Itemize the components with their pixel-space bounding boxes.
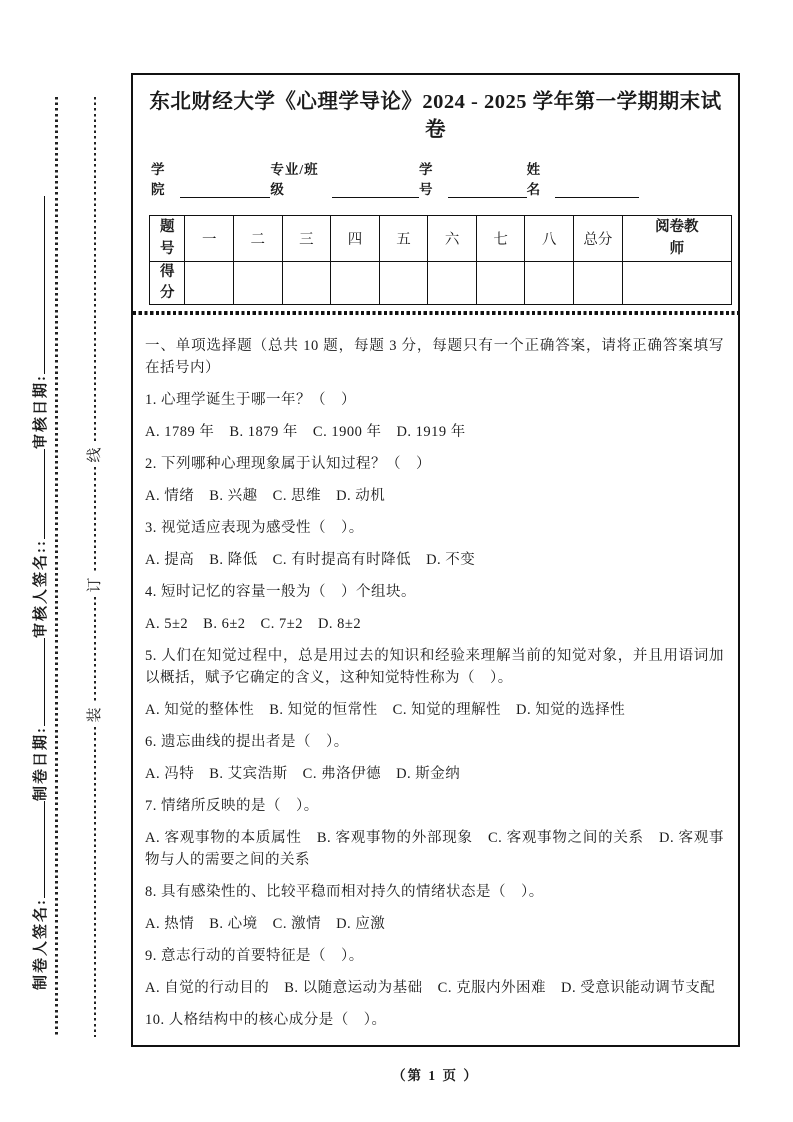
question-text: 3. 视觉适应表现为感受性（ ）。: [145, 520, 364, 537]
binding-dotted-segment: [94, 727, 97, 1037]
major-class-label: 专业/班级: [270, 162, 319, 197]
binding-char-zhuang: 装: [87, 707, 103, 723]
score-cell: [379, 262, 428, 305]
student-id-blank: [448, 182, 527, 198]
score-col-2: 二: [234, 216, 283, 262]
exam-title: 东北财经大学《心理学导论》2024 - 2025 学年第一学期期末试卷: [149, 91, 722, 141]
score-col-3: 三: [282, 216, 331, 262]
college-label: 学院: [151, 162, 166, 197]
question-options: A. 5±2 B. 6±2 C. 7±2 D. 8±2: [145, 616, 362, 633]
score-cell-total: [574, 262, 623, 305]
score-col-7: 七: [476, 216, 525, 262]
binding-dotted-segment: [94, 597, 97, 703]
question-options: A. 提高 B. 降低 C. 有时提高有时降低 D. 不变: [145, 552, 476, 569]
page-number: （第 1 页 ）: [392, 1068, 479, 1083]
question-text: 7. 情绪所反映的是（ ）。: [145, 798, 319, 815]
question-area: [145, 335, 724, 1031]
score-table-header-row: [150, 216, 732, 262]
score-col-1: 一: [185, 216, 234, 262]
question-text: 4. 短时记忆的容量一般为（ ）个组块。: [145, 584, 416, 601]
margin-label-maker-date: 制卷日期:: [33, 726, 49, 801]
binding-dotted-segment: [94, 467, 97, 573]
score-cell: [282, 262, 331, 305]
score-col-8: 八: [525, 216, 574, 262]
score-cell: [428, 262, 477, 305]
score-table-score-row: [150, 262, 732, 305]
exam-sheet: [131, 73, 740, 1047]
binding-char-xian: 线: [87, 447, 103, 463]
binding-char-ding: 订: [87, 577, 103, 593]
name-label: 姓名: [526, 162, 542, 197]
fill-blank: [30, 801, 45, 898]
score-table-corner: 题号: [150, 216, 185, 262]
margin-label-review-date: 审核日期:: [33, 374, 49, 449]
question-options: A. 客观事物的本质属性 B. 客观事物的外部现象 C. 客观事物之间的关系 D. 客观事物与人的需要之间的关系: [145, 830, 724, 869]
question-options: A. 知觉的整体性 B. 知觉的恒常性 C. 知觉的理解性 D. 知觉的选择性: [145, 702, 626, 719]
fill-blank: [30, 196, 45, 374]
score-col-grader: 阅卷教师: [622, 216, 731, 262]
fill-blank: [30, 638, 45, 726]
binding-dotted-segment: [94, 97, 97, 443]
question-options: A. 热情 B. 心境 C. 激情 D. 应激: [145, 916, 386, 933]
major-class-blank: [332, 182, 419, 198]
question-options: A. 自觉的行动目的 B. 以随意运动为基础 C. 克服内外困难 D. 受意识能动调节支配: [145, 980, 716, 997]
score-cell: [234, 262, 283, 305]
binding-dotted-line: [55, 97, 58, 1037]
binding-line-column: [84, 97, 106, 1037]
score-col-5: 五: [379, 216, 428, 262]
question-text: 10. 人格结构中的核心成分是（ ）。: [145, 1012, 387, 1029]
score-cell: [331, 262, 380, 305]
question-text: 2. 下列哪种心理现象属于认知过程？（ ）: [145, 456, 431, 473]
question-text: 8. 具有感染性的、比较平稳而相对持久的情绪状态是（ ）。: [145, 884, 544, 901]
score-col-6: 六: [428, 216, 477, 262]
score-cell: [476, 262, 525, 305]
score-cell: [185, 262, 234, 305]
question-text: 1. 心理学诞生于哪一年？（ ）: [145, 392, 356, 409]
score-col-total: 总分: [574, 216, 623, 262]
review-labels-rotated: [30, 114, 52, 990]
section-heading: 一、单项选择题（总共 10 题，每题 3 分，每题只有一个正确答案，请将正确答案填写在括号内）: [145, 338, 724, 377]
question-options: A. 情绪 B. 兴趣 C. 思维 D. 动机: [145, 488, 386, 505]
question-options: A. 冯特 B. 艾宾浩斯 C. 弗洛伊德 D. 斯金纳: [145, 766, 461, 783]
question-text: 6. 遗忘曲线的提出者是（ ）。: [145, 734, 349, 751]
score-col-4: 四: [331, 216, 380, 262]
student-info-row: [151, 158, 639, 198]
question-text: 9. 意志行动的首要特征是（ ）。: [145, 948, 364, 965]
fill-blank: [30, 449, 45, 539]
dotted-separator: [133, 311, 738, 315]
score-row-label: 得分: [150, 262, 185, 305]
student-id-label: 学号: [419, 162, 434, 197]
name-blank: [555, 182, 639, 198]
margin-label-maker-sign: 制卷人签名:: [33, 898, 49, 990]
question-options: A. 1789 年 B. 1879 年 C. 1900 年 D. 1919 年: [145, 424, 466, 441]
college-blank: [180, 182, 271, 198]
score-table: [149, 215, 732, 305]
margin-label-review-sign: 审核人签名::: [33, 539, 49, 638]
score-cell: [525, 262, 574, 305]
question-text: 5. 人们在知觉过程中，总是用过去的知识和经验来理解当前的知觉对象，并且用语词加以概括，赋予它确定的含义，这种知觉特性称为（ ）。: [145, 648, 724, 687]
score-cell-grader: [622, 262, 731, 305]
